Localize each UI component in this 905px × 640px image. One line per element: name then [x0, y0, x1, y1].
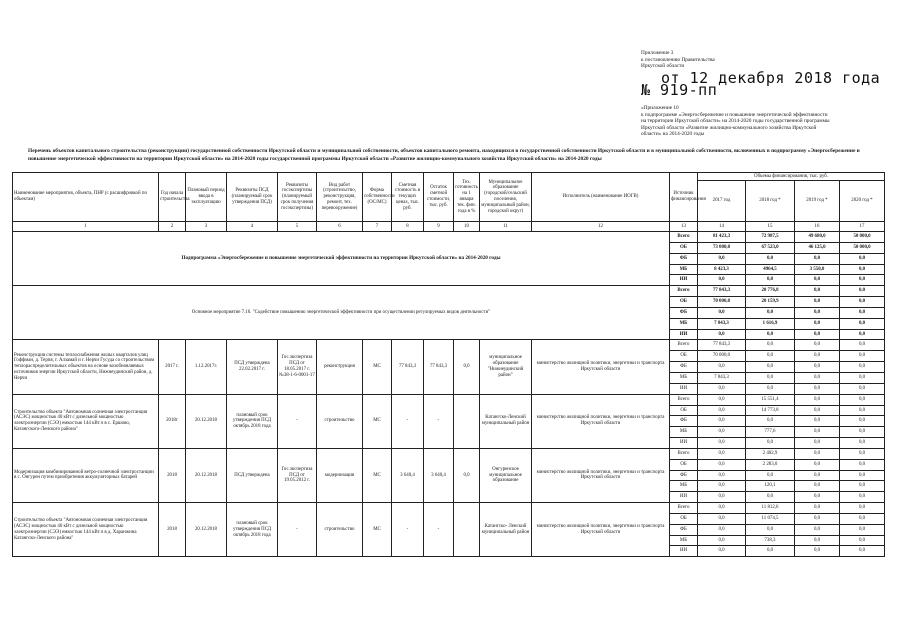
fin-value-cell: 0,0 — [840, 394, 885, 405]
object-start-cell: 2018 — [159, 448, 186, 502]
appendix-note — [641, 50, 891, 138]
fin-value-cell: 0,0 — [698, 416, 746, 427]
fin-value-cell: 0,0 — [698, 329, 746, 340]
appendix-line-2: к постановлению Правительства — [641, 56, 715, 63]
fin-source-cell: ФБ — [670, 362, 698, 373]
fin-value-cell: 0,0 — [795, 535, 840, 546]
table-header-row — [13, 173, 885, 222]
object-cost-cell: - — [392, 394, 424, 448]
col-number: 17 — [840, 222, 885, 232]
object-name-cell: Строительство объекта "Автономная солнечная электростанция (АСЭС) мощностью 40 кВт с дизельной мощностью электроэнергии (СЭЭ) емкостью 144 кВт.ч в с. Ершово, Катангского-Ленского района" — [13, 394, 159, 448]
fin-value-cell: 20 776,8 — [746, 286, 795, 297]
fin-value-cell: 0,0 — [795, 438, 840, 449]
fin-value-cell: 0,0 — [840, 524, 885, 535]
fin-value-cell: 0,0 — [795, 275, 840, 286]
object-municipality-cell: муниципальное образование "Нижнеудинский район" — [480, 340, 532, 394]
fin-source-cell: ИИ — [670, 329, 698, 340]
fin-value-cell: 0,0 — [840, 275, 885, 286]
fin-value-cell: 0,0 — [840, 351, 885, 362]
fin-value-cell: 0,0 — [840, 340, 885, 351]
object-psd-cell: ПСД утверждена 22.02.2017 г. — [227, 340, 278, 394]
number-stamp: № 919-пп — [641, 81, 718, 99]
fin-value-cell: 0,0 — [795, 286, 840, 297]
fin-value-cell: 0,0 — [840, 372, 885, 383]
object-start-cell: 2018 — [159, 503, 186, 557]
object-work-type-cell: строительство — [317, 394, 363, 448]
fin-value-cell: 0,0 — [795, 405, 840, 416]
fin-value-cell: 70 000,0 — [698, 297, 746, 308]
fin-value-cell: 20 159,9 — [746, 297, 795, 308]
col-number: 9 — [424, 222, 454, 232]
fin-source-cell: ОБ — [670, 459, 698, 470]
fin-value-cell: 77 843,3 — [698, 340, 746, 351]
fin-value-cell: 0,0 — [795, 470, 840, 481]
object-executor-cell: министерство жилищной политики, энергетики и транспорта Иркутской области — [532, 340, 670, 394]
header-year-2018: 2018 год * — [746, 181, 795, 221]
fin-value-cell: 1 616,9 — [746, 318, 795, 329]
col-number: 2 — [159, 222, 186, 232]
fin-value-cell: 49 680,0 — [795, 232, 840, 243]
fin-value-cell: 0,0 — [840, 546, 885, 557]
object-fin-row — [13, 503, 885, 514]
fin-value-cell: 0,0 — [795, 362, 840, 373]
object-remaining-cell: 77 843,3 — [424, 340, 454, 394]
fin-value-cell: 0,0 — [746, 438, 795, 449]
object-municipality-cell: Катангско-Ленский муниципальный район — [480, 394, 532, 448]
fin-value-cell: 0,0 — [795, 513, 840, 524]
object-remaining-cell: - — [424, 394, 454, 448]
header-cell: Вид работ (строительство, реконструкция, ремонт, тех. перевооружение) — [317, 173, 363, 222]
fin-value-cell: 77 843,3 — [698, 286, 746, 297]
object-expertise-cell: - — [278, 503, 317, 557]
fin-value-cell: 0,0 — [698, 307, 746, 318]
table-body — [13, 232, 885, 557]
fin-value-cell: 0,0 — [795, 253, 840, 264]
object-expertise-cell: Гос.экспертиза ПСД от 19.05.2012 г. — [278, 448, 317, 502]
object-remaining-cell: - — [424, 503, 454, 557]
object-expertise-cell: Гос.экспертиза ПСД от 18.05.2017 г. №38-1-6-0001-17 — [278, 340, 317, 394]
header-cell: Источник финансирования — [670, 173, 698, 222]
object-ownership-cell: МС — [363, 448, 392, 502]
fin-value-cell: 0,0 — [795, 503, 840, 514]
fin-value-cell: 0,0 — [698, 448, 746, 459]
fin-value-cell: 0,0 — [795, 307, 840, 318]
fin-value-cell: 0,0 — [698, 438, 746, 449]
header-year-2019: 2019 год * — [795, 181, 840, 221]
col-number: 11 — [480, 222, 532, 232]
fin-source-cell: ИИ — [670, 438, 698, 449]
fin-source-cell: ОБ — [670, 405, 698, 416]
header-cell: Форма собственности (ОС/МС) — [363, 173, 392, 222]
object-executor-cell: министерство жилищной политики, энергетики и транспорта Иркутской области — [532, 503, 670, 557]
header-cell: Тех. готовность на 1 января тек. фин. года в % — [454, 173, 480, 222]
header-cell: Реквизиты госэкспертизы (планируемый срок получения госэкспертизы) — [278, 173, 317, 222]
object-cost-cell: 3 640,4 — [392, 448, 424, 502]
object-period-cell: 1.12.2017г. — [186, 340, 227, 394]
appendix-line-1: Приложение 3 — [641, 50, 674, 56]
fin-value-cell: 0,0 — [795, 372, 840, 383]
fin-value-cell: 70 000,0 — [698, 351, 746, 362]
fin-value-cell: 0,0 — [795, 427, 840, 438]
fin-source-cell: Всего — [670, 503, 698, 514]
col-number: 1 — [13, 222, 159, 232]
fin-value-cell: 0,0 — [795, 351, 840, 362]
fin-value-cell: 0,0 — [795, 340, 840, 351]
fin-value-cell: 0,0 — [746, 524, 795, 535]
col-number: 13 — [670, 222, 698, 232]
fin-value-cell: 0,0 — [840, 492, 885, 503]
header-cell: Год начала строительства — [159, 173, 186, 222]
fin-source-cell: ФБ — [670, 416, 698, 427]
fin-value-cell: 0,0 — [698, 546, 746, 557]
fin-value-cell: 14 773,8 — [746, 405, 795, 416]
fin-value-cell: 0,0 — [698, 459, 746, 470]
fin-value-cell: 73 000,0 — [698, 242, 746, 253]
object-name-cell: Строительство объекта "Автономная солнечная электростанция (АСЭС) мощностью 40 кВт с дизельной мощностью электроэнергии (СЭЭ) емкостью 144 кВт.ч в д. Харанжина Катангско-Ленского района" — [13, 503, 159, 557]
fin-value-cell: 72 987,5 — [746, 232, 795, 243]
object-ownership-cell: МС — [363, 503, 392, 557]
fin-value-cell: 0,0 — [746, 416, 795, 427]
fin-value-cell: 0,0 — [698, 383, 746, 394]
object-period-cell: 20.12.2018 — [186, 448, 227, 502]
col-number: 10 — [454, 222, 480, 232]
fin-value-cell: 0,0 — [795, 546, 840, 557]
object-municipality-cell: Онгуренское муниципальное образование — [480, 448, 532, 502]
object-period-cell: 20.12.2018 — [186, 394, 227, 448]
header-year-2017: 2017 год — [698, 181, 746, 221]
object-work-type-cell: модернизация — [317, 448, 363, 502]
activity-fin-row — [13, 286, 885, 297]
object-readiness-cell: 0,0 — [454, 340, 480, 394]
fin-value-cell: 0,0 — [746, 470, 795, 481]
appendix-line-3: Иркутской области — [641, 63, 685, 70]
document-title: Перечень объектов капитального строительства (реконструкции) государственной собственности Иркутской области и муниципальной собственности, объектов капитального ремонта, находящихся в государственной собственности Иркутской области и в муниципальной собственности, включенных в подпрограмму «Энергосбережение и повышение энергетической эффективности на территории Иркутской области» на 2014-2020 годы государственной программы Иркутской области «Развитие жилищно-коммунального хозяйства Иркутской области» на 2014-2020 годы — [28, 148, 860, 162]
fin-value-cell: 0,0 — [795, 492, 840, 503]
object-fin-row — [13, 448, 885, 459]
column-numbers-row — [13, 222, 885, 232]
fin-value-cell: 0,0 — [698, 513, 746, 524]
program-note — [641, 105, 896, 138]
program-note-line-4: Иркутской области «Развитие жилищно-коммунального хозяйства Иркутской — [641, 124, 817, 131]
program-note-line-5: области» на 2014-2020 годы — [641, 131, 705, 138]
fin-source-cell: ОБ — [670, 351, 698, 362]
fin-value-cell: 0,0 — [746, 329, 795, 340]
fin-value-cell: 0,0 — [698, 275, 746, 286]
object-work-type-cell: реконструкция — [317, 340, 363, 394]
fin-source-cell: Всего — [670, 394, 698, 405]
fin-value-cell: 0,0 — [698, 470, 746, 481]
object-ownership-cell: МС — [363, 340, 392, 394]
fin-value-cell: 0,0 — [840, 535, 885, 546]
col-number: 16 — [795, 222, 840, 232]
fin-value-cell: 0,0 — [795, 481, 840, 492]
fin-source-cell: ИИ — [670, 492, 698, 503]
fin-value-cell: 67 523,0 — [746, 242, 795, 253]
fin-source-cell: ФБ — [670, 524, 698, 535]
fin-value-cell: 8 423,3 — [698, 264, 746, 275]
col-number: 5 — [278, 222, 317, 232]
fin-source-cell: Всего — [670, 232, 698, 243]
fin-value-cell: 0,0 — [698, 405, 746, 416]
fin-value-cell: 0,0 — [840, 297, 885, 308]
object-executor-cell: министерство жилищной политики, энергетики и транспорта Иркутской области — [532, 394, 670, 448]
col-number: 8 — [392, 222, 424, 232]
col-number: 12 — [532, 222, 670, 232]
fin-value-cell: 0,0 — [746, 275, 795, 286]
fin-value-cell: 0,0 — [840, 318, 885, 329]
object-executor-cell: министерство жилищной политики, энергетики и транспорта Иркутской области — [532, 448, 670, 502]
object-cost-cell: - — [392, 503, 424, 557]
fin-value-cell: 0,0 — [746, 340, 795, 351]
fin-source-cell: Всего — [670, 448, 698, 459]
fin-source-cell: ОБ — [670, 513, 698, 524]
header-cell: Муниципальное образование (городской/сельский поселения, муниципальный район, городской округ) — [480, 173, 532, 222]
fin-value-cell: 0,0 — [746, 307, 795, 318]
fin-value-cell: 50 000,0 — [840, 232, 885, 243]
object-readiness-cell — [454, 503, 480, 557]
fin-value-cell: 0,0 — [840, 438, 885, 449]
fin-value-cell: 0,0 — [840, 307, 885, 318]
financing-year-headers — [698, 181, 884, 221]
header-cell: Плановый период ввода в эксплуатацию — [186, 173, 227, 222]
fin-value-cell: 0,0 — [795, 459, 840, 470]
fin-value-cell: 738,3 — [746, 535, 795, 546]
fin-value-cell: 0,0 — [698, 481, 746, 492]
fin-value-cell: 0,0 — [746, 372, 795, 383]
fin-value-cell: 46 125,0 — [795, 242, 840, 253]
col-number: 3 — [186, 222, 227, 232]
program-note-line-2: к подпрограмме «Энергосбережение и повышение энергетической эффективности — [641, 111, 828, 118]
object-psd-cell: плановый срок утверждения ПСД октябрь 2018 года — [227, 503, 278, 557]
section-fin-row — [13, 232, 885, 243]
col-number: 7 — [363, 222, 392, 232]
fin-source-cell: ИИ — [670, 275, 698, 286]
fin-value-cell: 0,0 — [795, 383, 840, 394]
fin-value-cell: 0,0 — [698, 503, 746, 514]
col-number: 14 — [698, 222, 746, 232]
object-name-cell: Реконструкция системы теплоснабжения жилых кварталов улиц Гоффман, д. Терпя, г. Алзамай и г. Нерчи Гусуда со строительством теплораспределительных объектов на основе возобновляемых источников энергии Иркутской области, Нижнеудинский район, д. Нерчи — [13, 340, 159, 394]
date-stamp: от 12 декабря 2018 года — [661, 69, 881, 87]
object-fin-row — [13, 340, 885, 351]
objects-table — [12, 172, 885, 557]
object-name-cell: Модернизация комбинированной ветро-солнечной электростанции в с. Онгурен путем приобретения аккумуляторных батарей — [13, 448, 159, 502]
fin-value-cell: 0,0 — [840, 264, 885, 275]
fin-value-cell: 0,0 — [746, 362, 795, 373]
object-readiness-cell: 0,0 — [454, 448, 480, 502]
header-cell: Сметная стоимость в текущих ценах, тыс. руб. — [392, 173, 424, 222]
fin-value-cell: 0,0 — [840, 427, 885, 438]
fin-value-cell: 0,0 — [840, 470, 885, 481]
col-number: 15 — [746, 222, 795, 232]
fin-value-cell: 0,0 — [795, 297, 840, 308]
fin-value-cell: 0,0 — [795, 318, 840, 329]
fin-value-cell: 0,0 — [840, 253, 885, 264]
fin-source-cell: ФБ — [670, 253, 698, 264]
fin-value-cell: 0,0 — [698, 427, 746, 438]
fin-source-cell: Всего — [670, 286, 698, 297]
fin-value-cell: 0,0 — [698, 524, 746, 535]
object-psd-cell: плановый срок утверждения ПСД октябрь 2018 года — [227, 394, 278, 448]
col-number: 4 — [227, 222, 278, 232]
fin-value-cell: 0,0 — [746, 546, 795, 557]
fin-value-cell: 50 000,0 — [840, 242, 885, 253]
fin-value-cell: 0,0 — [698, 394, 746, 405]
program-note-line-1: «Приложение 10 — [641, 105, 679, 111]
fin-source-cell: МБ — [670, 318, 698, 329]
object-period-cell: 20.12.2018 — [186, 503, 227, 557]
fin-source-cell: Всего — [670, 340, 698, 351]
fin-value-cell: 0,0 — [795, 394, 840, 405]
financing-header — [698, 173, 885, 222]
fin-source-cell: ФБ — [670, 307, 698, 318]
fin-value-cell: 2 402,9 — [746, 448, 795, 459]
fin-value-cell: 81 423,3 — [698, 232, 746, 243]
fin-value-cell: 0,0 — [795, 416, 840, 427]
fin-source-cell: МБ — [670, 264, 698, 275]
fin-value-cell: 11 074,5 — [746, 513, 795, 524]
header-cell: Остаток сметной стоимости, тыс. руб. — [424, 173, 454, 222]
fin-value-cell: 0,0 — [840, 503, 885, 514]
fin-value-cell: 0,0 — [746, 383, 795, 394]
object-ownership-cell: МС — [363, 394, 392, 448]
header-year-2020: 2020 год * — [851, 198, 873, 203]
fin-value-cell: 0,0 — [698, 492, 746, 503]
fin-value-cell: 0,0 — [840, 286, 885, 297]
fin-value-cell: 120,1 — [746, 481, 795, 492]
fin-value-cell: 0,0 — [698, 253, 746, 264]
fin-value-cell: 0,0 — [840, 448, 885, 459]
section-title-cell: Подпрограмма «Энергосбережение и повышение энергетической эффективности на территории Иркутской области» на 2014-2020 годы — [13, 232, 670, 286]
object-cost-cell: 77 843,3 — [392, 340, 424, 394]
fin-source-cell: ИИ — [670, 546, 698, 557]
fin-source-cell: ИИ — [670, 383, 698, 394]
header-cell: Реквизиты ПСД (планируемый срок утверждения ПСД) — [227, 173, 278, 222]
financing-group-label: Объемы финансирования, тыс. руб. — [698, 173, 884, 181]
fin-value-cell: 2 283,0 — [746, 459, 795, 470]
object-psd-cell: ПСД утверждена — [227, 448, 278, 502]
fin-value-cell: 3 550,0 — [795, 264, 840, 275]
fin-value-cell: 15 551,4 — [746, 394, 795, 405]
header-cell: Наименование мероприятия, объекта, ПНР (с расшифровкой по объектам) — [13, 173, 159, 222]
fin-source-cell: ОБ — [670, 297, 698, 308]
fin-value-cell: 777,6 — [746, 427, 795, 438]
fin-value-cell: 0,0 — [698, 362, 746, 373]
fin-value-cell: 0,0 — [840, 416, 885, 427]
fin-value-cell: 0,0 — [840, 362, 885, 373]
fin-value-cell: 7 843,3 — [698, 372, 746, 383]
fin-value-cell: 0,0 — [840, 383, 885, 394]
fin-source-cell: МБ — [670, 481, 698, 492]
header-cell: Исполнитель (наименование ИОГВ) — [532, 173, 670, 222]
fin-value-cell: 0,0 — [746, 492, 795, 503]
fin-value-cell: 0,0 — [840, 405, 885, 416]
fin-value-cell: 7 843,3 — [698, 318, 746, 329]
fin-value-cell: 0,0 — [746, 253, 795, 264]
fin-source-cell: МБ — [670, 427, 698, 438]
fin-value-cell: 11 812,6 — [746, 503, 795, 514]
object-remaining-cell: 3 640,4 — [424, 448, 454, 502]
fin-value-cell: 0,0 — [698, 535, 746, 546]
fin-value-cell: 0,0 — [795, 524, 840, 535]
fin-value-cell: 0,0 — [840, 513, 885, 524]
fin-value-cell: 0,0 — [746, 351, 795, 362]
object-expertise-cell: - — [278, 394, 317, 448]
object-municipality-cell: Катангско- Ленский муниципальный район — [480, 503, 532, 557]
fin-value-cell: 0,0 — [840, 481, 885, 492]
fin-source-cell: ОБ — [670, 242, 698, 253]
object-start-cell: 2018г — [159, 394, 186, 448]
object-start-cell: 2017 г. — [159, 340, 186, 394]
fin-source-cell: ФБ — [670, 470, 698, 481]
activity-title-cell: Основное мероприятие 7.16. "Содействие повышению энергетической эффективности при осуществлении регулируемых видов деятельности" — [13, 286, 670, 340]
fin-value-cell: 0,0 — [840, 459, 885, 470]
fin-value-cell: 4964,5 — [746, 264, 795, 275]
fin-value-cell: 0,0 — [795, 448, 840, 459]
fin-value-cell: 0,0 — [840, 329, 885, 340]
fin-source-cell: МБ — [670, 372, 698, 383]
object-work-type-cell: строительство — [317, 503, 363, 557]
object-fin-row — [13, 394, 885, 405]
object-readiness-cell — [454, 394, 480, 448]
col-number: 6 — [317, 222, 363, 232]
program-note-line-3: на территории Иркутской области» на 2014-2020 годы государственной программы — [641, 118, 830, 125]
fin-value-cell: 0,0 — [795, 329, 840, 340]
fin-source-cell: МБ — [670, 535, 698, 546]
